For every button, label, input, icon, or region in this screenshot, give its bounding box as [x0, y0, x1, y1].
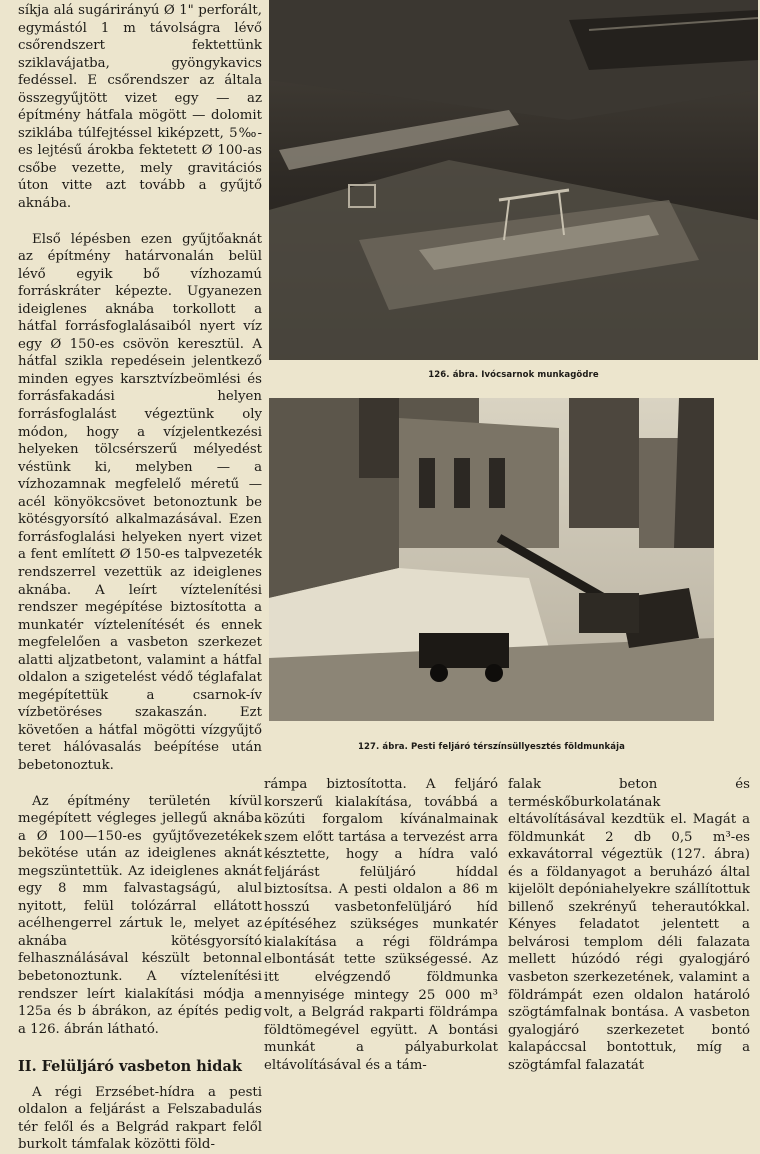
figure-127-caption: 127. ábra. Pesti feljáró térszínsüllyesztés földmunkája — [358, 742, 625, 752]
text-column-1 — [18, 2, 262, 1154]
figure-127-photo — [269, 398, 714, 721]
paragraph: síkja alá sugárirányú Ø 1" perforált, egymástól 1 m távolságra lévő csőrendszert fektettünk sziklavájatba, gyöngykavics fedéssel. E csőrendszer az általa összegyűjtött vizet egy — az építmény hátfala mögött — dolomit sziklába túlfejtéssel kiképzett, 5‰-es lejtésű árokba fektetett Ø 100-as csőbe vezette, mely gravitációs úton vitte azt tovább a gyűjtő aknába. — [18, 3, 262, 212]
paragraph: Az építmény területén kívül megépített végleges jellegű aknába a Ø 100—150-es gyűjtővezetékek bekötése után az ideiglenes aknát megszüntettük. Az ideiglenes aknát egy 8 mm falvastagságú, alul nyitott, felül tolózárral ellátott acélhengerrel zártuk le, melyet az aknába kötésgyorsító felhasználásával készült betonnal bebetonoztunk. A víztelenítési rendszer leírt kialakítási módja a 125a és b ábrákon, az építés pedig a 126. ábrán látható. — [18, 793, 262, 1037]
paragraph: rámpa biztosította. A feljáró korszerű kialakítása, továbbá a közúti forgalom kívánalmainak szem előtt tartása a tervezést arra késztette, hogy a hídra való feljárást felüljáró híddal biztosítsa. A pesti oldalon a 86 m hosszú vasbetonfelüljáró híd építéséhez szükséges munkatér kialakítása a régi földrámpa elbontását tette szükségessé. Az itt elvégzendő földmunka mennyisége mintegy 25 000 m³ volt, a Belgrád rakparti földrámpa földtömegével együtt. A bontási munkát a pályaburkolat eltávolításával és a tám- — [264, 777, 498, 1073]
figure-126-caption: 126. ábra. Ivócsarnok munkagödre — [428, 370, 599, 380]
figure-126-photo — [269, 0, 758, 360]
text-column-3 — [508, 776, 750, 1074]
paragraph: falak beton és terméskőburkolatának eltávolításával kezdtük el. Magát a földmunkát 2 db 0,5 m³-es exkavátorral végeztük (127. ábra) és a földanyagot a beruházó által kijelölt depóniahelyekre szállítottuk billenő szekrényű teherautókkal. Kényes feladatot jelentett a belvárosi templom déli falazata mellett húzódó régi gyalogjáró vasbeton szerkezetének, valamint a földrámpát ezen oldalon határoló szögtámfalnak bontása. A vasbeton gyalogjáró szerkezetet bontó kalapáccsal bontottuk, míg a szögtámfal falazatát — [508, 777, 750, 1073]
section-heading: II. Felüljáró vasbeton hidak — [18, 1058, 242, 1076]
paragraph: A régi Erzsébet-hídra a pesti oldalon a feljárást a Felszabadulás tér felől és a Belgrád rakpart felől burkolt támfalak közötti föld- — [18, 1084, 262, 1153]
paragraph: Első lépésben ezen gyűjtőaknát az építmény határvonalán belül lévő egyik bő vízhozamú forráskráter képezte. Ugyanezen ideiglenes aknába torkollott a hátfal forrásfoglalásaiból nyert víz egy Ø 150-es csövön keresztül. A hátfal szikla repedésein jelentkező minden egyes karsztvízbeömlési és forrásfakadási helyen forrásfoglalást végeztünk oly módon, hogy a vízjelentkezési helyeken tölcsérszerű mélyedést véstünk ki, melyben — a vízhozamnak megfelelő méretű — acél könyökcsövet betonoztunk be kötésgyorsító alkalmazásával. Ezen forrásfoglalási helyeken nyert vizet a fent említett Ø 150-es talpvezeték rendszerrel vezettük az ideiglenes aknába. A leírt víztelenítési rendszer megépítése biztosította a munkatér víztelenítését és ennek megfelelően a vasbeton szerkezet alatti aljzatbetont, valamint a hátfal oldalon a szigetelést védő téglafalat megépítettük a csarnok-ív vízbetöréses szakaszán. Ezt követően a hátfal mögötti vízgyűjtő teret hálóvasalás beépítése után bebetonoztuk. — [18, 231, 262, 773]
text-column-2 — [264, 776, 498, 1074]
